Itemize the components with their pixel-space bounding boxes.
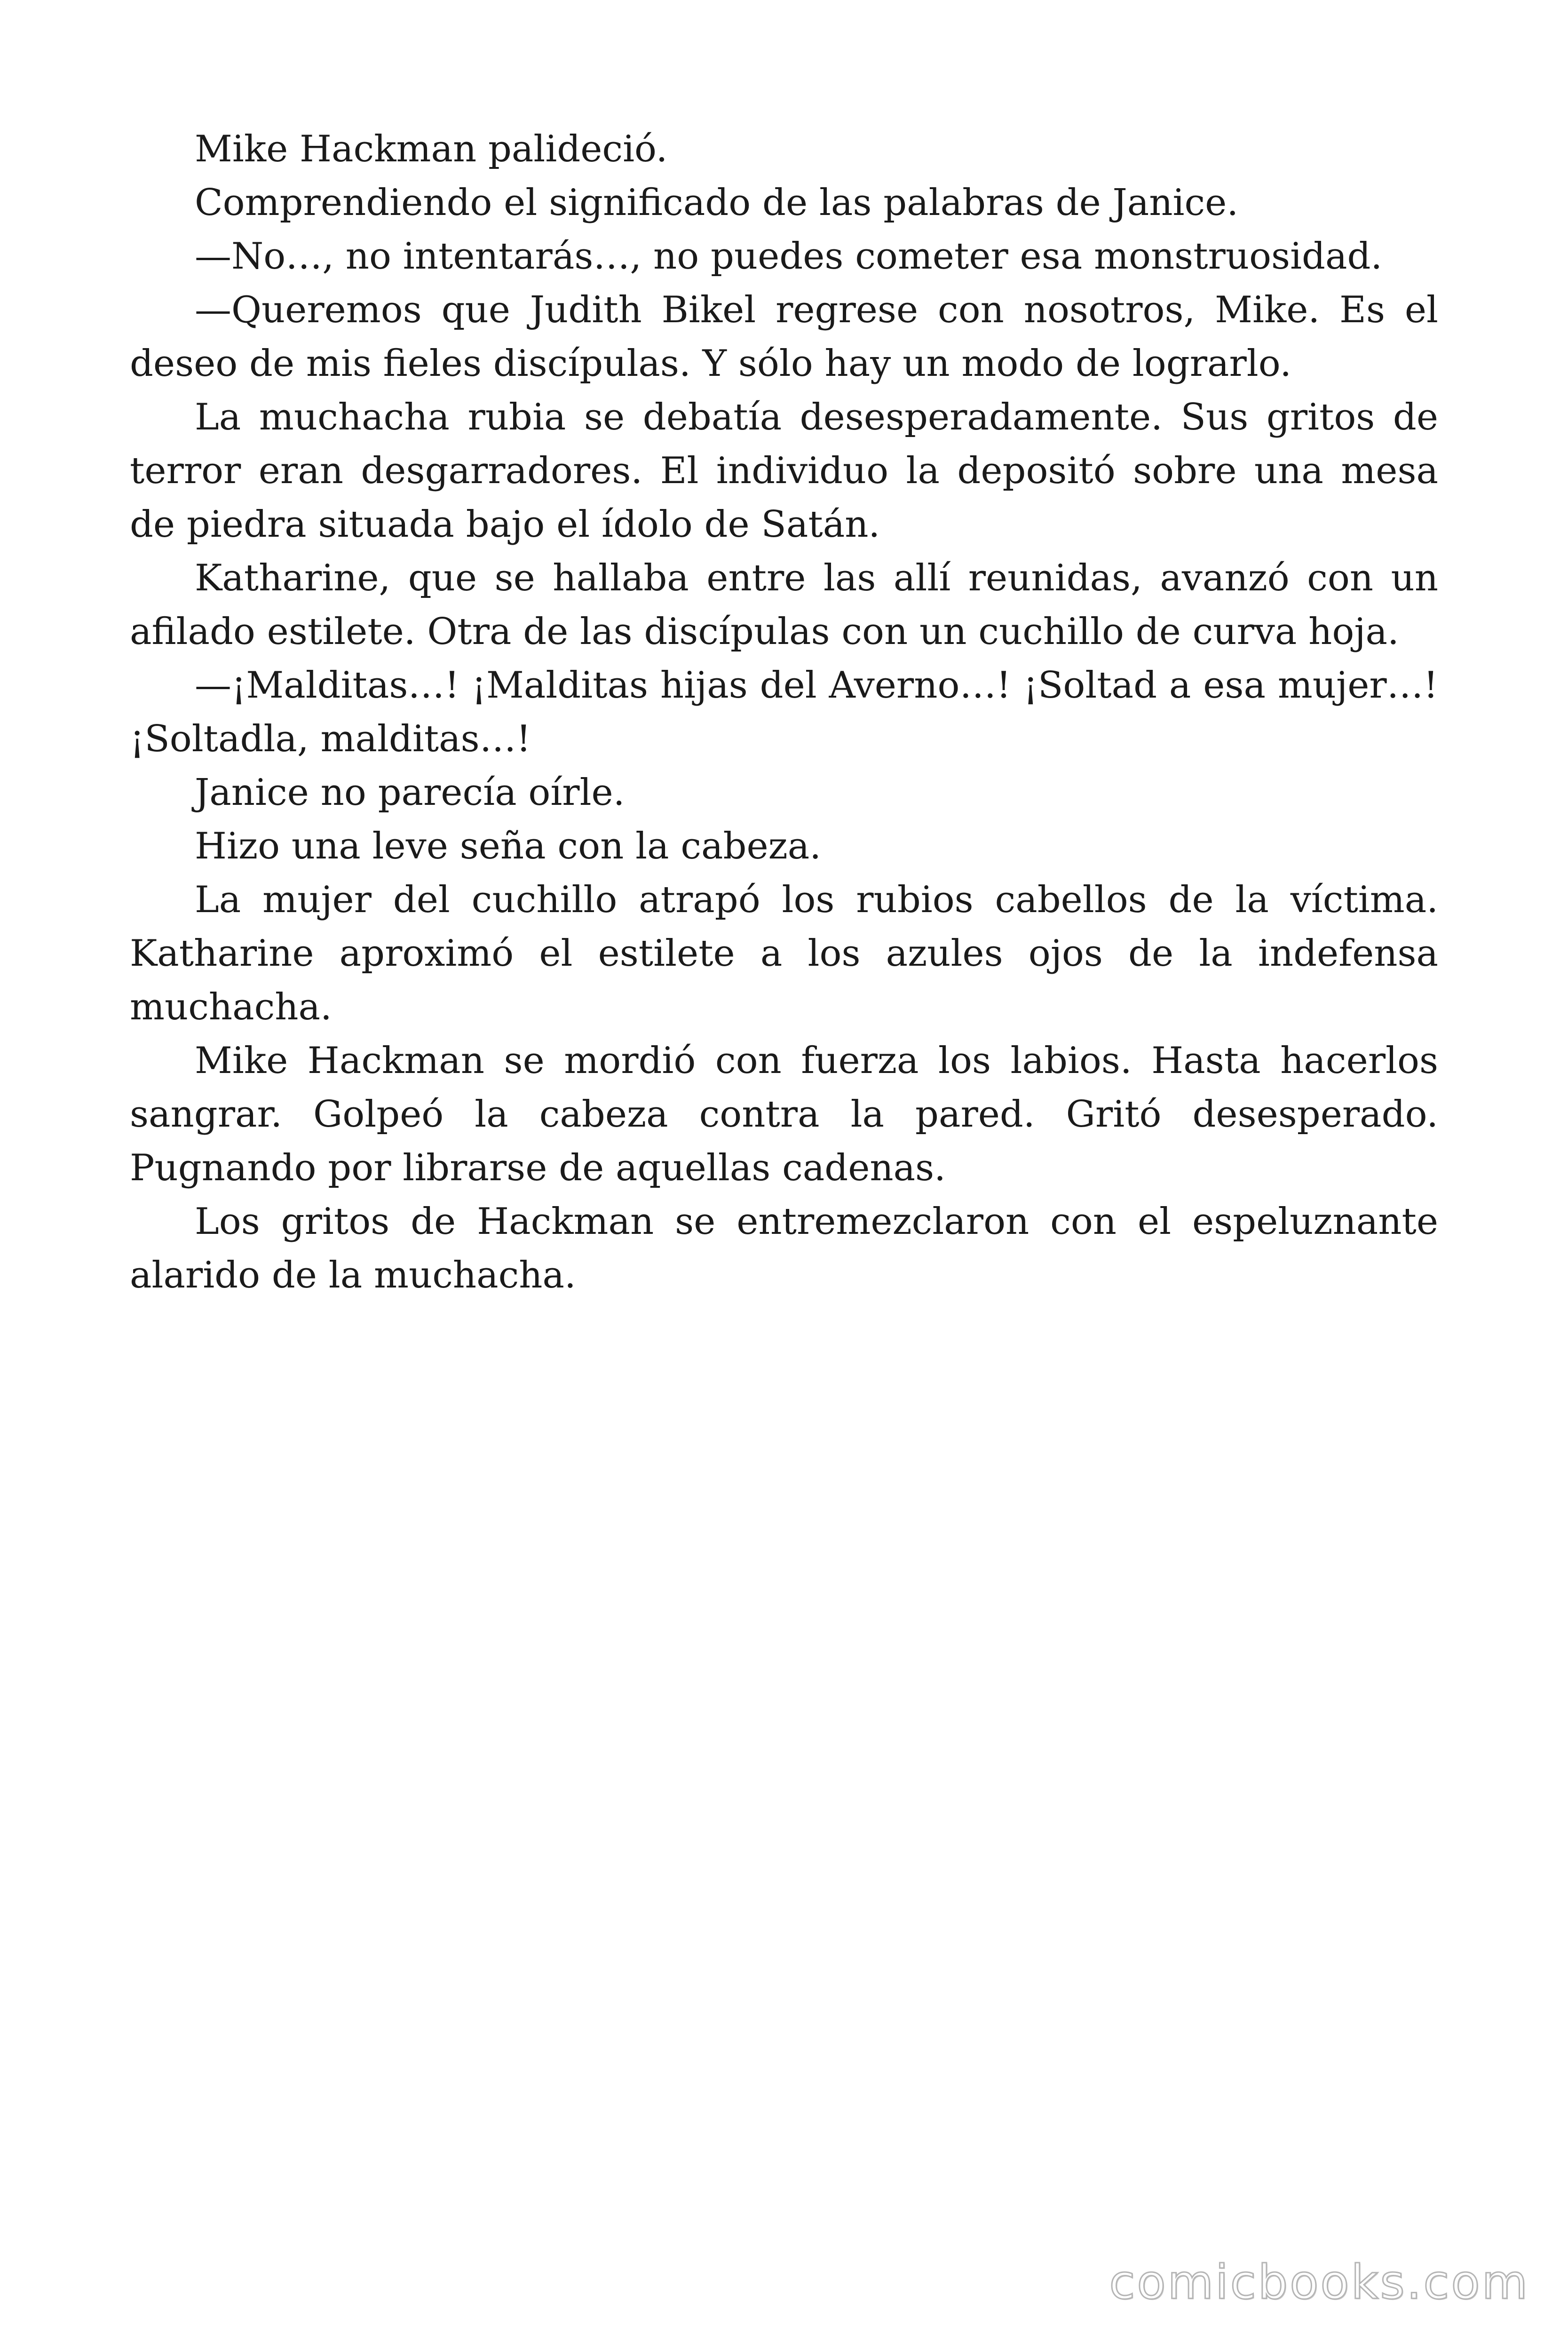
- paragraph: Hizo una leve seña con la cabeza.: [195, 825, 822, 867]
- paragraph: Mike Hackman se mordió con fuerza los labios. Hasta hacerlos sangrar. Golpeó la cabeza contra la pared. Gritó desesperado. Pugnando por librarse de aquellas cadenas.: [130, 1040, 1438, 1189]
- paragraph: La mujer del cuchillo atrapó los rubios cabellos de la víctima. Katharine aproximó el estilete a los azules ojos de la indefensa muchacha.: [130, 879, 1438, 1028]
- paragraph: Los gritos de Hackman se entremezclaron con el espeluznante alarido de la muchacha.: [130, 1200, 1438, 1296]
- site-watermark: comicbooks.com: [1109, 2255, 1529, 2310]
- paragraph: —Queremos que Judith Bikel regrese con nosotros, Mike. Es el deseo de mis fieles discípulas. Y sólo hay un modo de lograrlo.: [130, 289, 1438, 385]
- paragraph: Katharine, que se hallaba entre las allí reunidas, avanzó con un afilado estilete. Otra de las discípulas con un cuchillo de curva hoja.: [130, 557, 1438, 653]
- page-body: [130, 122, 1438, 1302]
- paragraph: Mike Hackman palideció.: [195, 128, 668, 170]
- paragraph: —¡Malditas…! ¡Malditas hijas del Averno…! ¡Soltad a esa mujer…! ¡Soltadla, malditas…!: [130, 664, 1438, 760]
- paragraph: La muchacha rubia se debatía desesperadamente. Sus gritos de terror eran desgarradores. El individuo la depositó sobre una mesa de piedra situada bajo el ídolo de Satán.: [130, 396, 1438, 546]
- paragraph: Janice no parecía oírle.: [195, 771, 625, 814]
- paragraph: Comprendiendo el significado de las palabras de Janice.: [195, 182, 1239, 224]
- paragraph: —No…, no intentarás…, no puedes cometer esa monstruosidad.: [195, 235, 1383, 278]
